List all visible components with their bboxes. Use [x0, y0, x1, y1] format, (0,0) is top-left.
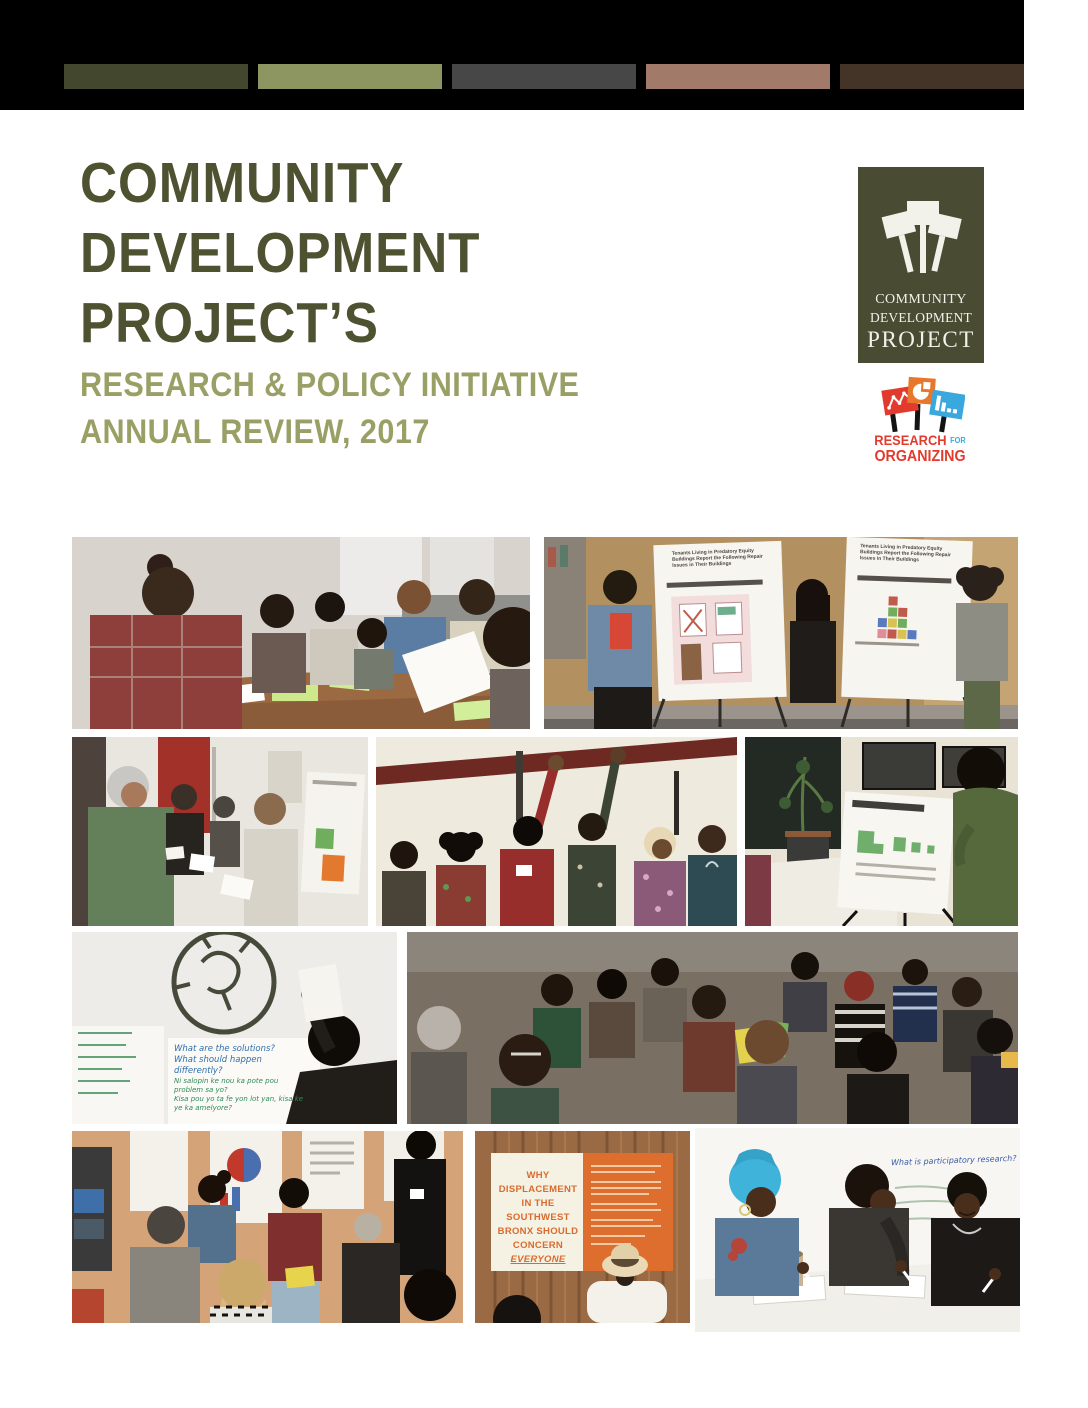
- poster-title-left: Tenants Living in Predatory Equity Buildings Report the Following Repair Issues in Their Buildings: [671, 547, 763, 569]
- cdp-logo-text: [858, 291, 984, 353]
- photo-hallway-readers: [72, 737, 368, 926]
- research-for-organizing-logo: [867, 372, 973, 472]
- photo-table-discussion: [72, 537, 530, 729]
- banner-line-5: BRONX SHOULD: [497, 1226, 579, 1237]
- photo-writing-table: [695, 1128, 1020, 1332]
- banner-line-7: EVERYONE: [510, 1254, 566, 1265]
- photo-audience-crowd-art: [407, 932, 1018, 1124]
- banner-line-1: WHY: [526, 1170, 550, 1181]
- board-line-3: Ni salopin ke nou ka pote pou problem sa yo?: [174, 1077, 279, 1094]
- banner-text: [495, 1169, 581, 1267]
- banner-line-6: CONCERN: [512, 1240, 564, 1251]
- page-title: [80, 148, 480, 358]
- banner-line-4: SOUTHWEST: [506, 1212, 570, 1223]
- subtitle-line-1: RESEARCH & POLICY INITIATIVE: [80, 366, 580, 404]
- photo-displacement-banner: [475, 1131, 690, 1323]
- photo-table-discussion-art: [72, 537, 530, 729]
- rfo-logo-for: FOR: [950, 436, 966, 445]
- board-line-1: What are the solutions?: [174, 1044, 275, 1054]
- poster-title-right: Tenants Living in Predatory Equity Buildings Report the Following Repair Issues in Their Buildings: [859, 543, 951, 564]
- whiteboard-line: What is participatory research?: [890, 1153, 1017, 1168]
- photo-hallway-readers-art: [72, 737, 368, 926]
- color-swatch-4: [646, 64, 830, 89]
- photo-poster-presentation-art: [544, 537, 1018, 729]
- title-line-1: COMMUNITY: [80, 151, 405, 215]
- photo-audience-crowd: [407, 932, 1018, 1124]
- banner-line-3: IN THE: [521, 1198, 555, 1209]
- photo-chart-poster-viewer-art: [745, 737, 1018, 926]
- cdp-logo-line-2: DEVELOPMENT: [870, 310, 972, 325]
- photo-celebration: [376, 737, 737, 926]
- cdp-logo-line-1: COMMUNITY: [875, 292, 967, 307]
- page-subtitle: [80, 362, 579, 456]
- color-swatch-3: [452, 64, 636, 89]
- picket-signs-icon: [871, 189, 971, 289]
- photo-celebration-art: [376, 737, 737, 926]
- photo-group-circle-art: [72, 1131, 463, 1323]
- photo-flip-chart-writing: [72, 932, 397, 1124]
- photo-group-circle: [72, 1131, 463, 1323]
- rfo-logo-text: [871, 432, 969, 465]
- color-swatch-5: [840, 64, 1024, 89]
- chart-picket-signs-icon: [875, 376, 965, 434]
- subtitle-line-2: ANNUAL REVIEW, 2017: [80, 413, 430, 451]
- color-swatch-1: [64, 64, 248, 89]
- community-development-project-logo: [858, 167, 984, 363]
- banner-line-2: DISPLACEMENT: [498, 1184, 578, 1195]
- photo-chart-poster-viewer: [745, 737, 1018, 926]
- cdp-logo-line-3: PROJECT: [867, 327, 975, 352]
- title-line-2: DEVELOPMENT: [80, 221, 481, 285]
- board-line-4: Kisa pou yo ta fe yon lot yan, kisa ke ye ka amelyore?: [174, 1095, 304, 1112]
- rfo-logo-organizing: ORGANIZING: [874, 448, 966, 465]
- color-swatch-2: [258, 64, 442, 89]
- photo-poster-presentation: [544, 537, 1018, 729]
- top-black-band: [0, 0, 1024, 110]
- board-line-2: What should happen differently?: [174, 1055, 262, 1076]
- title-line-3: PROJECT’S: [80, 291, 379, 355]
- rfo-logo-research: RESEARCH FOR: [874, 432, 966, 448]
